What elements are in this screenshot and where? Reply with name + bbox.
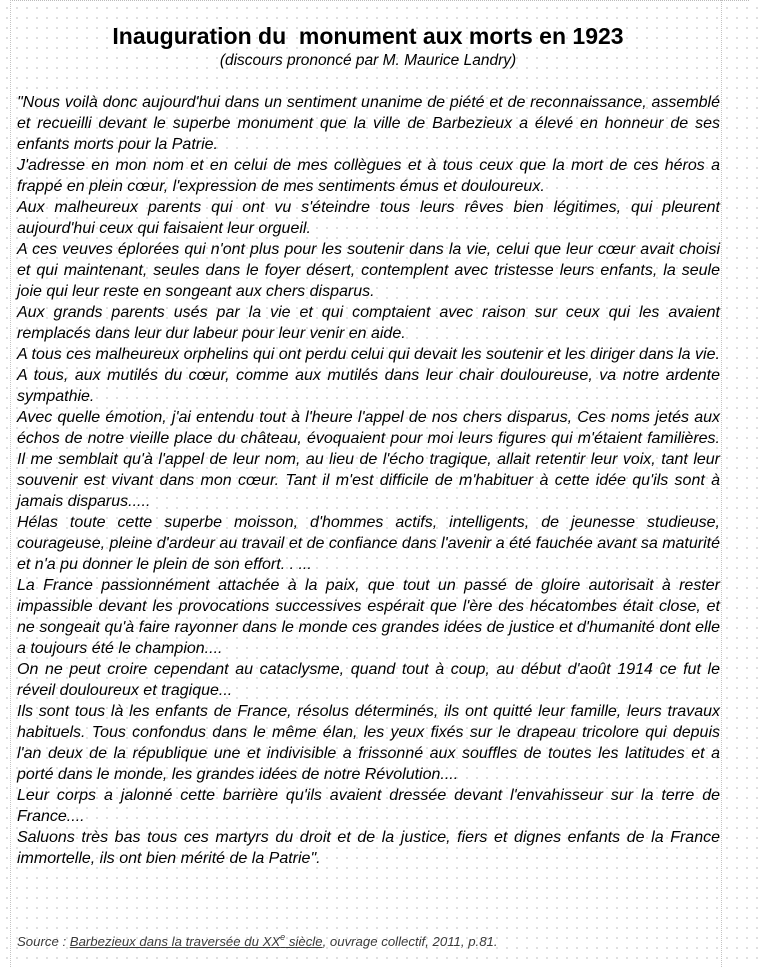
page-margin-left-guide	[10, 0, 12, 967]
source-prefix: Source :	[17, 934, 70, 949]
speech-paragraph: Avec quelle émotion, j'ai entendu tout à l'heure l'appel de nos chers disparus, Ces noms jetés aux échos de notre vieille place du château, évoquaient pour moi leurs figures qui m'étaient familières. Il me semblait qu'à l'appel de leur nom, au lieu de l'écho tragique, allait retentir leur voix, tant leur souvenir est vivant dans mon cœur. Tant il m'est difficile de m'habituer à cette idée qu'ils sont à jamais disparus.....	[17, 409, 720, 510]
speech-paragraph: Ils sont tous là les enfants de France, résolus déterminés, ils ont quitté leur famille, leurs travaux habituels. Tous confondus dans le même élan, les yeux fixés sur le drapeau tricolore qui depuis l'an deux de la république une et indivisible a frissonné aux souffles de toutes les latitudes et a porté dans le monde, les grandes idées de notre Révolution....	[17, 703, 720, 783]
source-citation	[17, 933, 720, 951]
speech-paragraph: Saluons très bas tous ces martyrs du droit et de la justice, fiers et dignes enfants de la France immortelle, ils ont bien mérité de la Patrie".	[17, 829, 720, 867]
speech-paragraph: Hélas toute cette superbe moisson, d'hommes actifs, intelligents, de jeunesse studieuse, courageuse, pleine d'ardeur au travail et de confiance dans l'avenir a été fauchée avant sa maturité et n'a pu donner le plein de son effort. . ...	[17, 514, 720, 573]
speech-paragraph: La France passionnément attachée à la paix, que tout un passé de gloire autorisait à rester impassible devant les provocations successives espérait que l'ère des hécatombes était close, et ne songeait qu'à faire rayonner dans le monde ces grandes idées de justice et d'humanité dont elle a toujours été le champion....	[17, 577, 720, 657]
speech-paragraph: "Nous voilà donc aujourd'hui dans un sentiment unanime de piété et de reconnaissance, assemblé et recueilli devant le superbe monument que la ville de Barbezieux a élevé en honneur de ses enfants morts pour la Patrie.	[17, 94, 720, 153]
document-subtitle: (discours prononcé par M. Maurice Landry)	[219, 52, 517, 69]
speech-paragraph: Aux malheureux parents qui ont vu s'éteindre tous leurs rêves bien légitimes, qui pleurent aujourd'hui ceux qui faisaient leur orgueil.	[17, 199, 720, 237]
document-title: Inauguration du monument aux morts en 1923	[112, 23, 624, 49]
speech-paragraph: Aux grands parents usés par la vie et qui comptaient avec raison sur ceux qui les avaient remplacés dans leur dur labeur pour leur venir en aide.	[17, 304, 720, 342]
speech-paragraph: A ces veuves éplorées qui n'ont plus pour les soutenir dans la vie, celui que leur cœur avait choisi et qui maintenant, seules dans le foyer désert, contemplent avec tristesse leurs enfants, la seule joie qui leur reste en songeant aux chers disparus.	[17, 241, 720, 300]
speech-paragraph: Leur corps a jalonné cette barrière qu'ils avaient dressée devant l'envahisseur sur la terre de France....	[17, 787, 720, 825]
source-book-title-end: siècle	[285, 934, 323, 949]
source-book-title	[69, 931, 323, 949]
source-suffix: , ouvrage collectif, 2011, p.81.	[322, 934, 498, 949]
speech-paragraph: On ne peut croire cependant au cataclysme, quand tout à coup, au début d'août 1914 ce fut le réveil douloureux et tragique...	[17, 661, 720, 699]
source-book-title-start: Barbezieux dans la traversée du XX	[69, 934, 281, 949]
page-margin-right-guide	[721, 0, 723, 967]
source-century-superscript: e	[280, 931, 286, 942]
speech-paragraph: A tous ces malheureux orphelins qui ont perdu celui qui devait les soutenir et les diriger dans la vie.	[17, 346, 720, 363]
speech-paragraph: A tous, aux mutilés du cœur, comme aux mutilés dans leur chair douloureuse, va notre ardente sympathie.	[17, 367, 720, 405]
page-margin-top-guide	[12, 0, 749, 2]
speech-body	[17, 92, 720, 869]
speech-paragraph: J'adresse en mon nom et en celui de mes collègues et à tous ceux que la mort de ces héros a frappé en plein cœur, l'expression de mes sentiments émus et douloureux.	[17, 157, 720, 195]
